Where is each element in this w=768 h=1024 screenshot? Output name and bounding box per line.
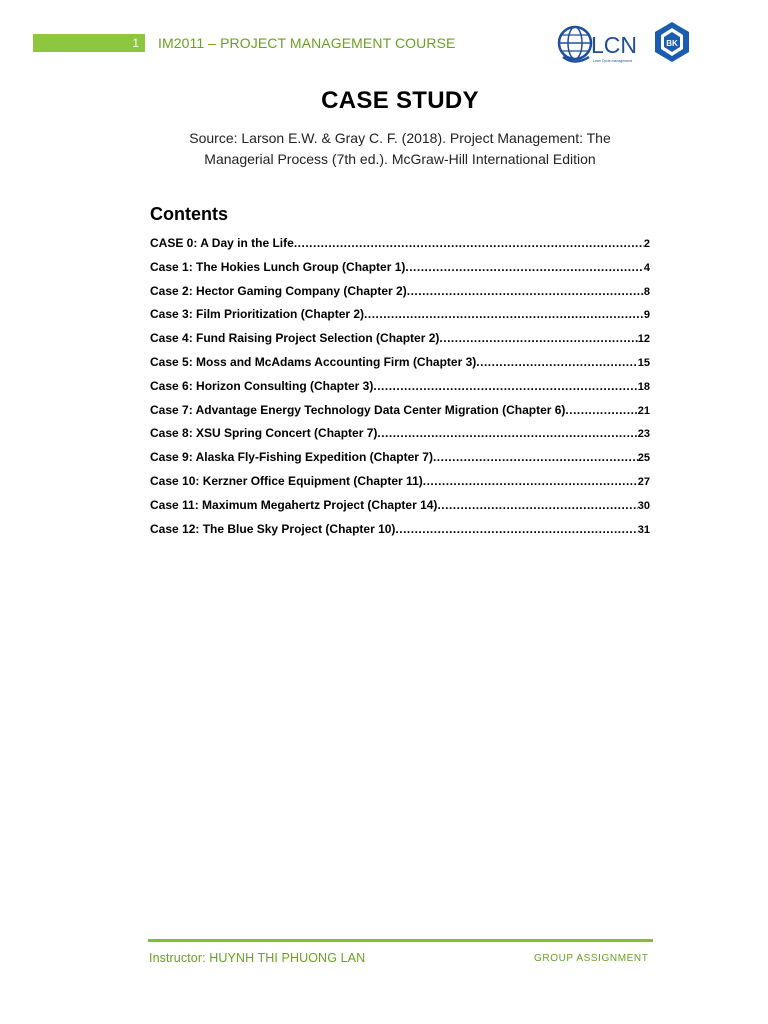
toc-entry[interactable] [150, 450, 650, 474]
toc-leader-dots [437, 498, 637, 512]
toc-entry-page[interactable]: 18 [637, 380, 650, 393]
toc-entry-label[interactable]: Case 11: Maximum Megahertz Project (Chapter 14) [150, 497, 438, 512]
toc-leader-dots [405, 260, 644, 274]
toc-entry-page[interactable]: 9 [643, 309, 650, 322]
table-of-contents [150, 236, 650, 545]
toc-entry-page[interactable]: 23 [637, 428, 650, 441]
lcn-logo-tagline: Lean Cycle management [593, 59, 632, 63]
lcn-logo [555, 22, 639, 68]
course-title: IM2011 – PROJECT MANAGEMENT COURSE [158, 35, 456, 51]
contents-heading: Contents [150, 204, 228, 224]
toc-entry[interactable] [150, 260, 650, 284]
toc-entry[interactable] [150, 498, 650, 522]
bk-logo-text: BK [666, 39, 678, 48]
toc-leader-dots [439, 331, 637, 345]
footer-divider [148, 939, 653, 942]
lcn-logo-text: LCN [591, 32, 638, 58]
toc-leader-dots [407, 284, 644, 298]
footer-assignment: GROUP ASSIGNMENT [534, 953, 649, 964]
toc-entry[interactable] [150, 379, 650, 403]
toc-entry-label[interactable]: Case 4: Fund Raising Project Selection (Chapter 2) [150, 331, 440, 346]
toc-entry-page[interactable]: 31 [637, 523, 650, 536]
footer-instructor: Instructor: HUYNH THI PHUONG LAN [149, 951, 366, 965]
toc-leader-dots [377, 426, 637, 440]
document-title: CASE STUDY [321, 87, 479, 114]
toc-entry-label[interactable]: Case 12: The Blue Sky Project (Chapter 10) [150, 521, 396, 536]
toc-entry[interactable] [150, 355, 650, 379]
toc-entry[interactable] [150, 403, 650, 427]
toc-entry-page[interactable]: 8 [643, 285, 650, 298]
toc-entry-page[interactable]: 2 [643, 238, 650, 250]
toc-leader-dots [476, 355, 637, 369]
toc-entry-label[interactable]: Case 3: Film Prioritization (Chapter 2) [150, 307, 365, 322]
source-line-2: Managerial Process (7th ed.). McGraw-Hill International Edition [204, 151, 596, 167]
toc-entry-page[interactable]: 30 [637, 499, 650, 512]
toc-entry[interactable] [150, 522, 650, 546]
toc-leader-dots [364, 307, 644, 321]
toc-leader-dots [373, 379, 637, 393]
toc-entry-label[interactable]: Case 9: Alaska Fly-Fishing Expedition (Chapter 7) [150, 450, 433, 465]
toc-entry-page[interactable]: 21 [637, 404, 650, 417]
toc-entry-page[interactable]: 15 [637, 356, 650, 369]
toc-entry-page[interactable]: 12 [637, 333, 650, 346]
toc-leader-dots [294, 236, 644, 250]
toc-leader-dots [565, 403, 637, 417]
toc-leader-dots [433, 450, 638, 464]
page-number: 1 [132, 36, 139, 50]
toc-entry-label[interactable]: Case 8: XSU Spring Concert (Chapter 7) [150, 426, 378, 441]
source-line-1: Source: Larson E.W. & Gray C. F. (2018). Project Management: The [189, 130, 611, 146]
toc-entry[interactable] [150, 284, 650, 308]
document-source [150, 128, 650, 170]
toc-entry[interactable] [150, 307, 650, 331]
toc-entry[interactable] [150, 474, 650, 498]
toc-entry-label[interactable]: Case 6: Horizon Consulting (Chapter 3) [150, 378, 374, 393]
toc-entry-page[interactable]: 4 [643, 261, 650, 274]
toc-entry[interactable] [150, 236, 650, 260]
toc-entry-label[interactable]: Case 1: The Hokies Lunch Group (Chapter 1) [150, 259, 406, 274]
toc-entry-label[interactable]: Case 7: Advantage Energy Technology Data Center Migration (Chapter 6) [150, 402, 566, 417]
toc-entry[interactable] [150, 426, 650, 450]
toc-entry[interactable] [150, 331, 650, 355]
toc-entry-label[interactable]: Case 10: Kerzner Office Equipment (Chapter 11) [150, 473, 423, 488]
toc-entry-page[interactable]: 25 [637, 452, 650, 465]
toc-entry-label[interactable]: Case 2: Hector Gaming Company (Chapter 2) [150, 283, 407, 298]
toc-leader-dots [395, 522, 637, 536]
toc-entry-label[interactable]: CASE 0: A Day in the Life [150, 236, 294, 250]
toc-entry-label[interactable]: Case 5: Moss and McAdams Accounting Firm (Chapter 3) [150, 354, 477, 369]
toc-leader-dots [423, 474, 638, 488]
toc-entry-page[interactable]: 27 [637, 475, 650, 488]
bk-logo [652, 20, 692, 64]
